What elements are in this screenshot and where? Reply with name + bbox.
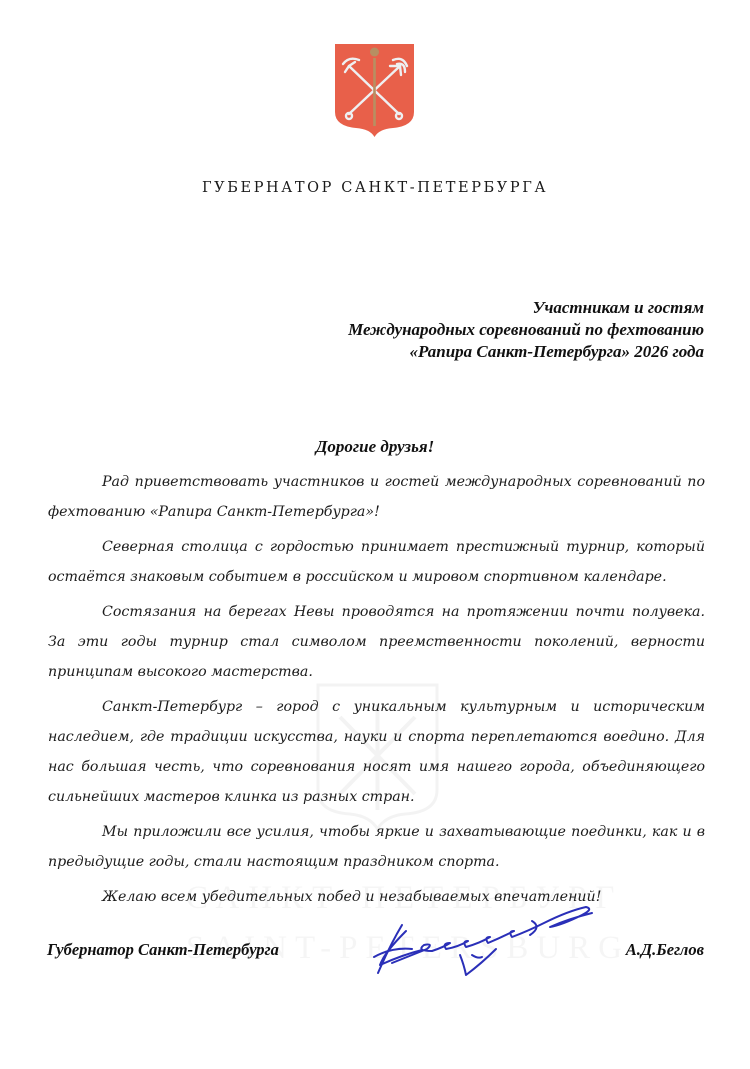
governor-header: ГУБЕРНАТОР САНКТ-ПЕТЕРБУРГА [201,180,549,196]
signatory-name: А.Д.Беглов [625,940,704,959]
coat-of-arms-icon [333,42,416,138]
addressee-block [348,297,704,363]
handwritten-signature-icon [372,905,597,977]
body-paragraph: Мы приложили все усилия, чтобы яркие и захватывающие поединки, как и в предыдущие годы, стали настоящим праздником спорта. [48,824,705,870]
addressee-line: Участникам и гостям [532,298,704,317]
body-paragraph: Санкт-Петербург – город с уникальным культурным и историческим наследием, где традиции искусства, науки и спорта переплетаются воедино. Для нас большая честь, что соревнования носят имя нашего города, объединяющего сильнейших мастеров клинка из разных стран. [48,699,705,805]
body-paragraph: Желаю всем убедительных побед и незабываемых впечатлений! [102,889,602,905]
addressee-line: Международных соревнований по фехтованию [348,320,704,339]
body-paragraph: Состязания на берегах Невы проводятся на протяжении почти полувека. За эти годы турнир стал символом преемственности поколений, верности принципам высокого мастерства. [48,604,705,680]
letter-body [48,467,705,917]
signatory-position: Губернатор Санкт-Петербурга [47,940,279,959]
salutation: Дорогие друзья! [315,437,435,456]
addressee-line: «Рапира Санкт-Петербурга» 2026 года [409,342,704,361]
body-paragraph: Рад приветствовать участников и гостей международных соревнований по фехтованию «Рапира Санкт-Петербурга»! [48,474,705,520]
body-paragraph: Северная столица с гордостью принимает престижный турнир, который остаётся знаковым событием в российском и мировом спортивном календаре. [48,539,705,585]
